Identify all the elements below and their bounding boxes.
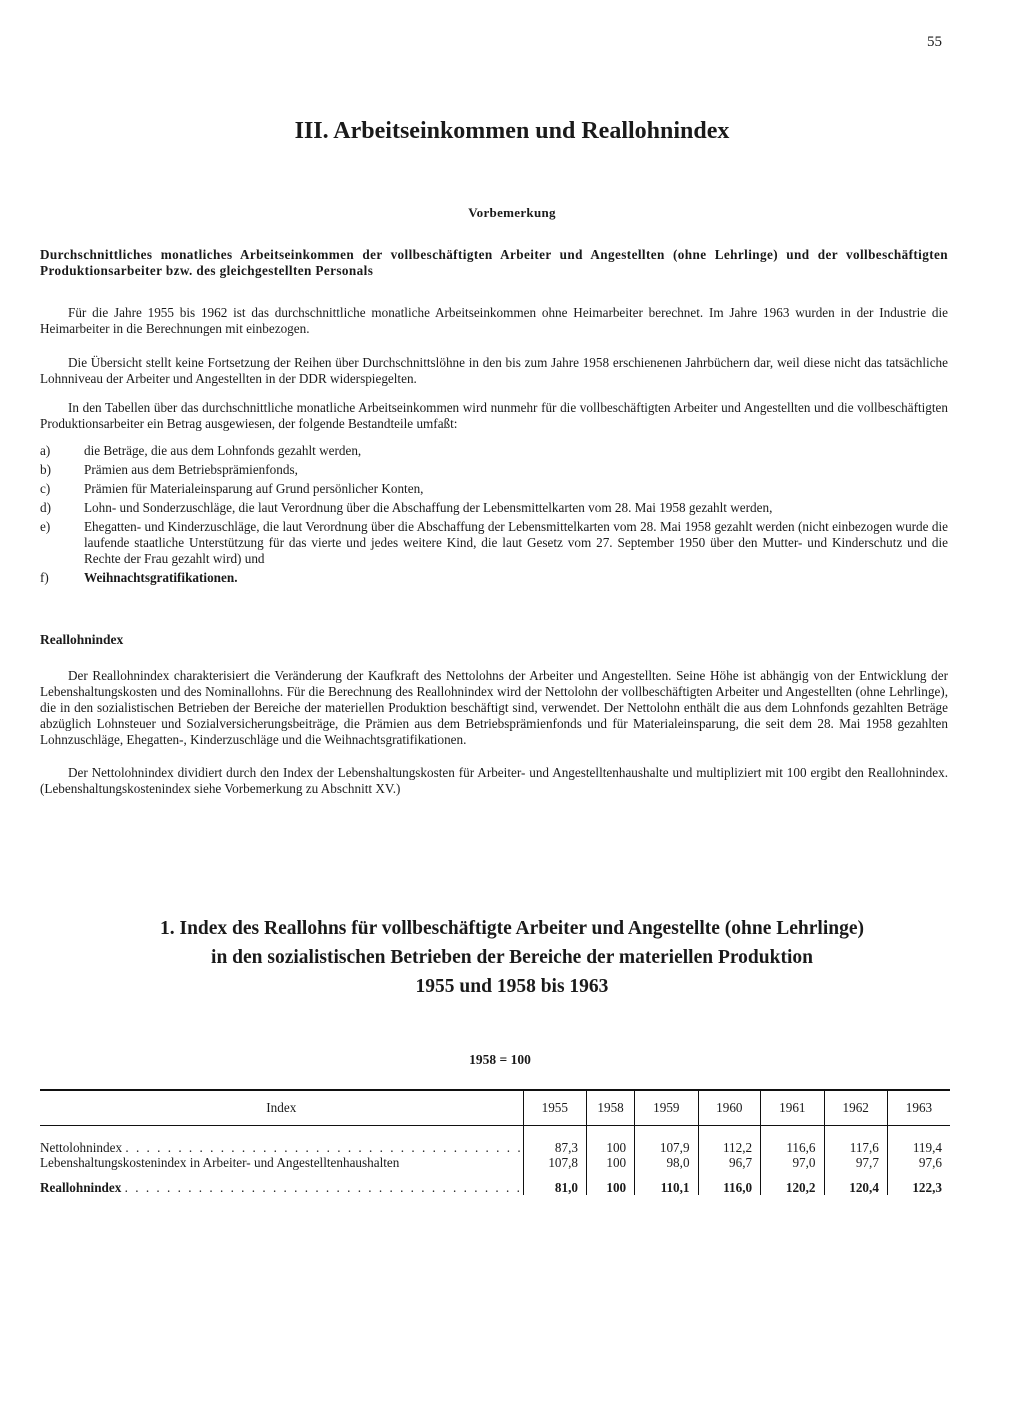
- table-cell: 100: [587, 1126, 635, 1156]
- table-cell: 119,4: [887, 1126, 950, 1156]
- column-header: 1958: [587, 1090, 635, 1126]
- page-number: 55: [927, 34, 942, 50]
- list-item-text: die Beträge, die aus dem Lohnfonds gezahlt werden,: [84, 443, 362, 458]
- table-cell: 98,0: [635, 1155, 698, 1170]
- paragraph-reallohn-definition: Der Reallohnindex charakterisiert die Veränderung der Kaufkraft des Nettolohns der Arbeiter und Angestellten. Seine Höhe ist abhängig von der Entwicklung der Lebenshaltungskosten und des Nominallohns. Für die Berechnung des Reallohnindex wird der Nettolohn der vollbeschäftigten Arbeiter und Angestellten (ohne Lehrlinge), die in den sozialistischen Betrieben der Bereiche der materiellen Produktion beschäftigt sind, verwendet. Der Nettolohn enthält die aus dem Lohnfonds gezahlten Beträge abzüglich Lohnsteuer und Sozialversicherungsbeiträge, die Prämien aus dem Betriebsprämienfonds und für Materialeinsparung, die seit dem 28. Mai 1958 gezahlten Lohnzuschläge, Ehegatten-, Kinderzuschläge und die Weihnachtsgratifikationen.: [40, 668, 948, 747]
- list-item-label: b): [40, 462, 51, 477]
- table-cell: 116,0: [698, 1170, 761, 1195]
- table-row: [40, 1170, 950, 1195]
- row-label: Lebenshaltungskostenindex in Arbeiter- und Angestelltenhaushalten: [40, 1155, 400, 1170]
- list-item-label: c): [40, 481, 51, 496]
- components-list: [40, 443, 948, 589]
- paragraph-home-workers: Für die Jahre 1955 bis 1962 ist das durchschnittliche monatliche Arbeitseinkommen ohne Heimarbeiter berechnet. Im Jahre 1963 wurden in der Industrie die Heimarbeiter in die Berechnungen mit einbezogen.: [40, 305, 948, 336]
- table-cell: 116,6: [761, 1126, 824, 1156]
- paragraph-reallohn-formula: Der Nettolohnindex dividiert durch den Index der Lebenshaltungskosten für Arbeiter- und Angestelltenhaushalte und multipliziert mit 100 ergibt den Reallohnindex. (Lebenshaltungskostenindex siehe Vorbemerkung zu Abschnitt XV.): [40, 765, 948, 796]
- table-cell: 107,8: [523, 1155, 586, 1170]
- list-item: [40, 519, 948, 567]
- list-item-label: a): [40, 443, 51, 458]
- table-cell: 122,3: [887, 1170, 950, 1195]
- table-cell: 110,1: [635, 1170, 698, 1195]
- reallohn-index-table: [40, 1089, 950, 1195]
- table-cell: 117,6: [824, 1126, 887, 1156]
- table-title-line: 1955 und 1958 bis 1963: [415, 976, 609, 997]
- list-item: [40, 500, 948, 516]
- table-cell: 112,2: [698, 1126, 761, 1156]
- table-cell: 87,3: [523, 1126, 586, 1156]
- table-cell: 97,6: [887, 1155, 950, 1170]
- column-header: Index: [266, 1100, 297, 1115]
- list-item: [40, 462, 948, 478]
- preliminary-remark-heading: Vorbemerkung: [468, 205, 556, 220]
- table-cell: 107,9: [635, 1126, 698, 1156]
- table-cell: 100: [587, 1170, 635, 1195]
- list-item-text: Prämien aus dem Betriebsprämienfonds,: [84, 462, 298, 477]
- list-item-label: e): [40, 519, 51, 534]
- paragraph-overview-note: Die Übersicht stellt keine Fortsetzung der Reihen über Durchschnittslöhne in den bis zum Jahre 1958 erschienenen Jahrbüchern dar, weil diese nicht das tatsächliche Lohnniveau der Arbeiter und Angestellten in der DDR widerspiegelten.: [40, 355, 948, 386]
- table-cell: 100: [587, 1155, 635, 1170]
- column-header: 1961: [761, 1090, 824, 1126]
- income-definition-heading: Durchschnittliches monatliches Arbeitseinkommen der vollbeschäftigten Arbeiter und Angestellten (ohne Lehrlinge) und der vollbeschäftigten Produktionsarbeiter bzw. des gleichgestellten Personals: [40, 247, 948, 278]
- column-header: 1963: [887, 1090, 950, 1126]
- table-cell: 97,7: [824, 1155, 887, 1170]
- list-item-label: f): [40, 570, 49, 585]
- paragraph-components-intro: In den Tabellen über das durchschnittliche monatliche Arbeitseinkommen wird nunmehr für die vollbeschäftigten Arbeiter und Angestellten und die vollbeschäftigten Produktionsarbeiter ein Betrag ausgewiesen, der folgende Bestandteile umfaßt:: [40, 400, 948, 431]
- table-row: [40, 1155, 950, 1170]
- table-title-line: 1. Index des Reallohns für vollbeschäftigte Arbeiter und Angestellte (ohne Lehrlinge): [160, 918, 864, 939]
- list-item: [40, 443, 948, 459]
- column-header: 1955: [523, 1090, 586, 1126]
- chapter-title: III. Arbeitseinkommen und Reallohnindex: [294, 118, 730, 144]
- list-item: [40, 570, 948, 586]
- base-year-label: 1958 = 100: [469, 1052, 531, 1067]
- list-item: [40, 481, 948, 497]
- row-label: Nettolohnindex . . . . . . . . . . . . . . . . . . . . . . . . . . . . . . . . . . . . . .: [40, 1140, 523, 1155]
- table-title: [0, 914, 1024, 1001]
- list-item-label: d): [40, 500, 51, 515]
- row-label: Reallohnindex . . . . . . . . . . . . . . . . . . . . . . . . . . . . . . . . . . . . . .: [40, 1180, 522, 1195]
- list-item-text: Weihnachtsgratifikationen.: [84, 570, 238, 585]
- column-header: 1959: [635, 1090, 698, 1126]
- table-cell: 97,0: [761, 1155, 824, 1170]
- table-row: [40, 1126, 950, 1156]
- table-header-row: [40, 1090, 950, 1126]
- column-header: 1962: [824, 1090, 887, 1126]
- table-cell: 120,2: [761, 1170, 824, 1195]
- list-item-text: Lohn- und Sonderzuschläge, die laut Verordnung über die Abschaffung der Lebensmittelkarten vom 28. Mai 1958 gezahlt werden,: [84, 500, 773, 515]
- table-cell: 96,7: [698, 1155, 761, 1170]
- table-title-line: in den sozialistischen Betrieben der Bereiche der materiellen Produktion: [211, 947, 813, 968]
- column-header: 1960: [698, 1090, 761, 1126]
- list-item-text: Ehegatten- und Kinderzuschläge, die laut Verordnung über die Abschaffung der Lebensmittelkarten vom 28. Mai 1958 gezahlt werden (nicht einbezogen wurde die laufende staatliche Unterstützung für das vierte und jedes weitere Kind, die laut Gesetz vom 27. September 1950 über den Mutter- und Kinderschutz und die Rechte der Frau gezahlt wird) und: [84, 519, 948, 566]
- table-cell: 120,4: [824, 1170, 887, 1195]
- reallohnindex-heading: Reallohnindex: [40, 632, 124, 647]
- list-item-text: Prämien für Materialeinsparung auf Grund persönlicher Konten,: [84, 481, 424, 496]
- table-cell: 81,0: [523, 1170, 586, 1195]
